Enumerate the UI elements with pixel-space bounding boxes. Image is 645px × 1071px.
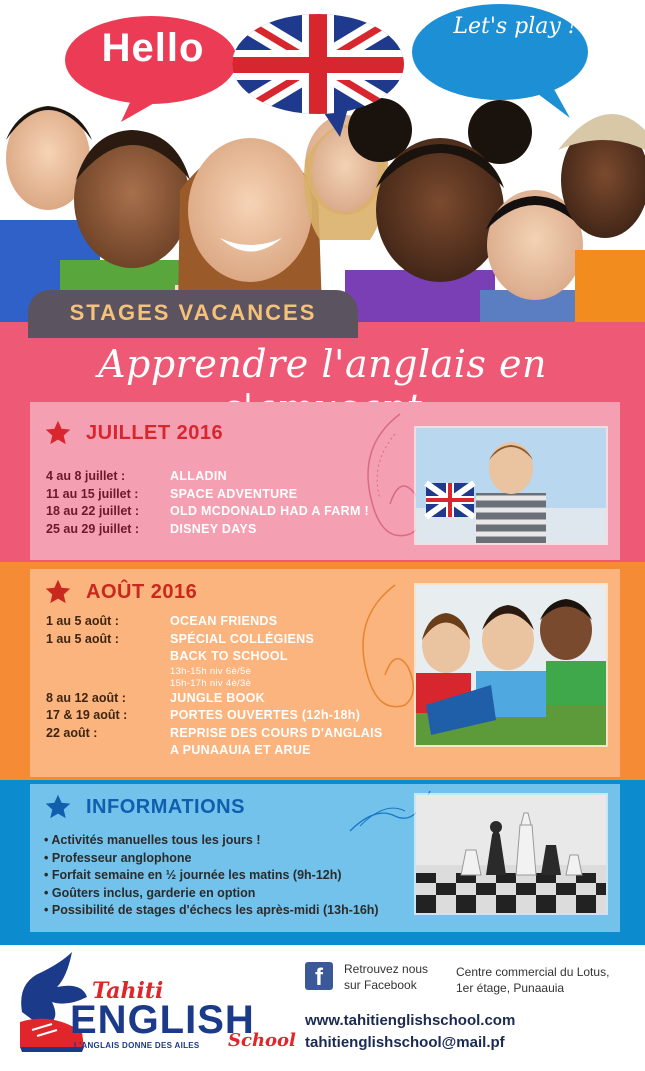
schedule-row (46, 666, 383, 678)
schedule-row (46, 503, 369, 521)
row-date: 17 & 19 août : (46, 708, 128, 722)
row-date: 11 au 15 juillet : (46, 486, 139, 501)
kids-reading-photo (416, 585, 606, 745)
hello-text: Hello (101, 26, 205, 70)
schedule-row (46, 613, 383, 631)
stages-vacances-label: STAGES VACANCES (69, 300, 317, 325)
row-event: BACK TO SCHOOL (170, 649, 288, 663)
list-item: • Possibilité de stages d'échecs les après-midi (13h-16h) (44, 902, 379, 920)
row-date: 4 au 8 juillet : (46, 469, 126, 483)
schedule-row (46, 725, 383, 743)
row-date (46, 742, 170, 760)
row-event: SPÉCIAL COLLÉGIENS (170, 631, 315, 646)
row-event: PORTES OUVERTES (12h-18h) (170, 708, 361, 722)
row-event: OCEAN FRIENDS (170, 614, 278, 628)
july-header (44, 418, 223, 448)
schedule-row (46, 521, 369, 539)
logo-tagline: L'ANGLAIS DONNE DES AILES (74, 1041, 200, 1050)
address (456, 964, 636, 996)
row-event: JUNGLE BOOK (170, 690, 265, 705)
schedule-row (46, 707, 383, 725)
tagline: Apprendre l'anglais en (98, 342, 547, 386)
row-event: REPRISE DES COURS D'ANGLAIS (170, 725, 383, 740)
august-schedule (46, 613, 383, 760)
row-date: 1 au 5 août : (46, 631, 119, 646)
list-item: • Forfait semaine en ½ journée les matins (9h-12h) (44, 867, 379, 885)
row-event: A PUNAAUIA ET ARUE (170, 743, 311, 757)
row-event: OLD MCDONALD HAD A FARM ! (170, 504, 369, 518)
chess-photo (416, 795, 606, 913)
logo-tahiti: Tahiti (92, 978, 164, 1004)
row-date: 1 au 5 août : (46, 614, 119, 628)
row-event: 15h-17h niv 4è/3è (170, 677, 252, 689)
lets-play-text: Let's play ! (453, 14, 577, 39)
row-date (46, 678, 170, 690)
july-schedule (46, 468, 369, 538)
schedule-row (46, 648, 383, 666)
star-icon (44, 578, 72, 606)
paisley-ornament (340, 575, 420, 725)
hero-banner (0, 0, 645, 330)
schedule-row (46, 486, 369, 504)
row-date (46, 648, 170, 666)
list-item: • Activités manuelles tous les jours ! (44, 832, 379, 850)
info-list (44, 832, 379, 920)
info-title: INFORMATIONS (86, 795, 245, 818)
row-date: 22 août : (46, 725, 98, 740)
address-line-1: Centre commercial du Lotus, (456, 965, 610, 979)
schedule-row (46, 742, 383, 760)
logo-english: ENGLISH (70, 998, 255, 1042)
row-event: DISNEY DAYS (170, 521, 257, 536)
row-event: SPACE ADVENTURE (170, 486, 298, 501)
uk-flag-bubble (230, 12, 406, 138)
email-link[interactable]: tahitienglishschool@mail.pf (305, 1034, 505, 1051)
row-date (46, 666, 170, 678)
row-date: 18 au 22 juillet : (46, 504, 140, 518)
facebook-line-2: sur Facebook (344, 978, 417, 992)
schedule-row (46, 631, 383, 649)
boy-with-flag-photo (416, 428, 606, 543)
august-title: AOÛT 2016 (86, 580, 198, 603)
address-line-2: 1er étage, Punaauia (456, 981, 565, 995)
logo-school: School (228, 1030, 296, 1051)
row-event: 13h-15h niv 6è/5è (170, 665, 252, 677)
info-header (44, 792, 245, 822)
schedule-row (46, 690, 383, 708)
star-icon (44, 793, 72, 821)
facebook-icon[interactable]: f (305, 962, 333, 990)
august-header (44, 577, 197, 607)
row-date: 8 au 12 août : (46, 690, 126, 705)
facebook-text[interactable] (344, 961, 444, 993)
website-link[interactable]: www.tahitienglishschool.com (305, 1012, 516, 1029)
july-title: JUILLET 2016 (86, 421, 224, 444)
schedule-row (46, 468, 369, 486)
schedule-row (46, 678, 383, 690)
row-date: 25 au 29 juillet : (46, 521, 140, 536)
list-item: • Professeur anglophone (44, 850, 379, 868)
star-icon (44, 419, 72, 447)
list-item: • Goûters inclus, garderie en option (44, 885, 379, 903)
facebook-line-1: Retrouvez nous (344, 962, 429, 976)
row-event: ALLADIN (170, 469, 227, 483)
